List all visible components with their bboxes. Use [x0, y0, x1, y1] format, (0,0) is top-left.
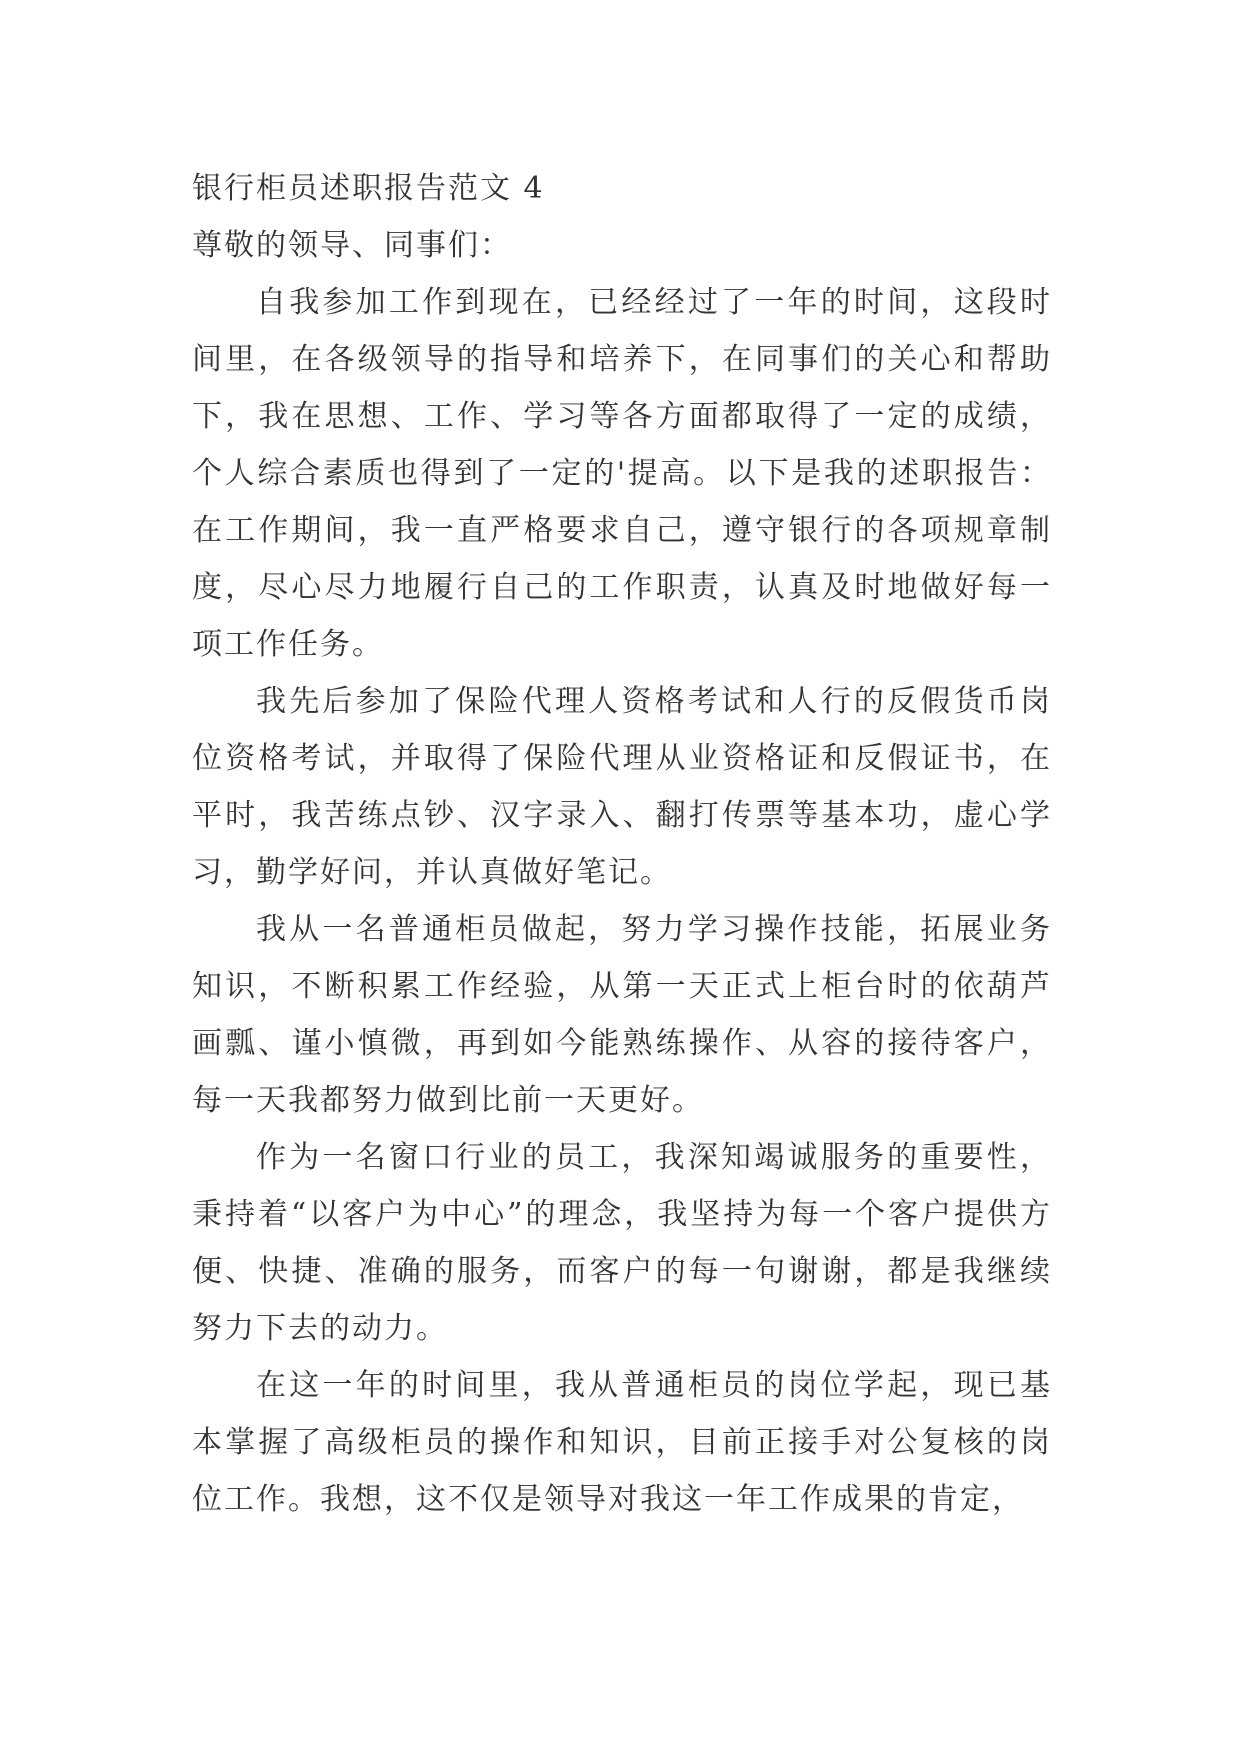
salutation: 尊敬的领导、同事们：: [192, 228, 512, 263]
paragraph-2: 我先后参加了保险代理人资格考试和人行的反假货币岗位资格考试，并取得了保险代理从业资格证和反假证书，在平时，我苦练点钞、汉字录入、翻打传票等基本功，虚心学习，勤学好问，并认真做好笔记。: [192, 684, 1052, 890]
document-title: 银行柜员述职报告范文 4: [192, 171, 545, 206]
paragraph-4: 作为一名窗口行业的员工，我深知竭诚服务的重要性，秉持着“以客户为中心”的理念，我坚持为每一个客户提供方便、快捷、准确的服务，而客户的每一句谢谢，都是我继续努力下去的动力。: [192, 1140, 1052, 1346]
paragraph-3: 我从一名普通柜员做起，努力学习操作技能，拓展业务知识，不断积累工作经验，从第一天正式上柜台时的依葫芦画瓢、谨小慎微，再到如今能熟练操作、从容的接待客户，每一天我都努力做到比前一天更好。: [192, 912, 1052, 1118]
document-body: [192, 160, 1052, 1528]
paragraph-5: 在这一年的时间里，我从普通柜员的岗位学起，现已基本掌握了高级柜员的操作和知识，目前正接手对公复核的岗位工作。我想，这不仅是领导对我这一年工作成果的肯定，: [192, 1368, 1052, 1517]
paragraph-1: 自我参加工作到现在，已经经过了一年的时间，这段时间里，在各级领导的指导和培养下，在同事们的关心和帮助下，我在思想、工作、学习等各方面都取得了一定的成绩，个人综合素质也得到了一定的'提高。以下是我的述职报告：在工作期间，我一直严格要求自己，遵守银行的各项规章制度，尽心尽力地履行自己的工作职责，认真及时地做好每一项工作任务。: [192, 285, 1052, 662]
